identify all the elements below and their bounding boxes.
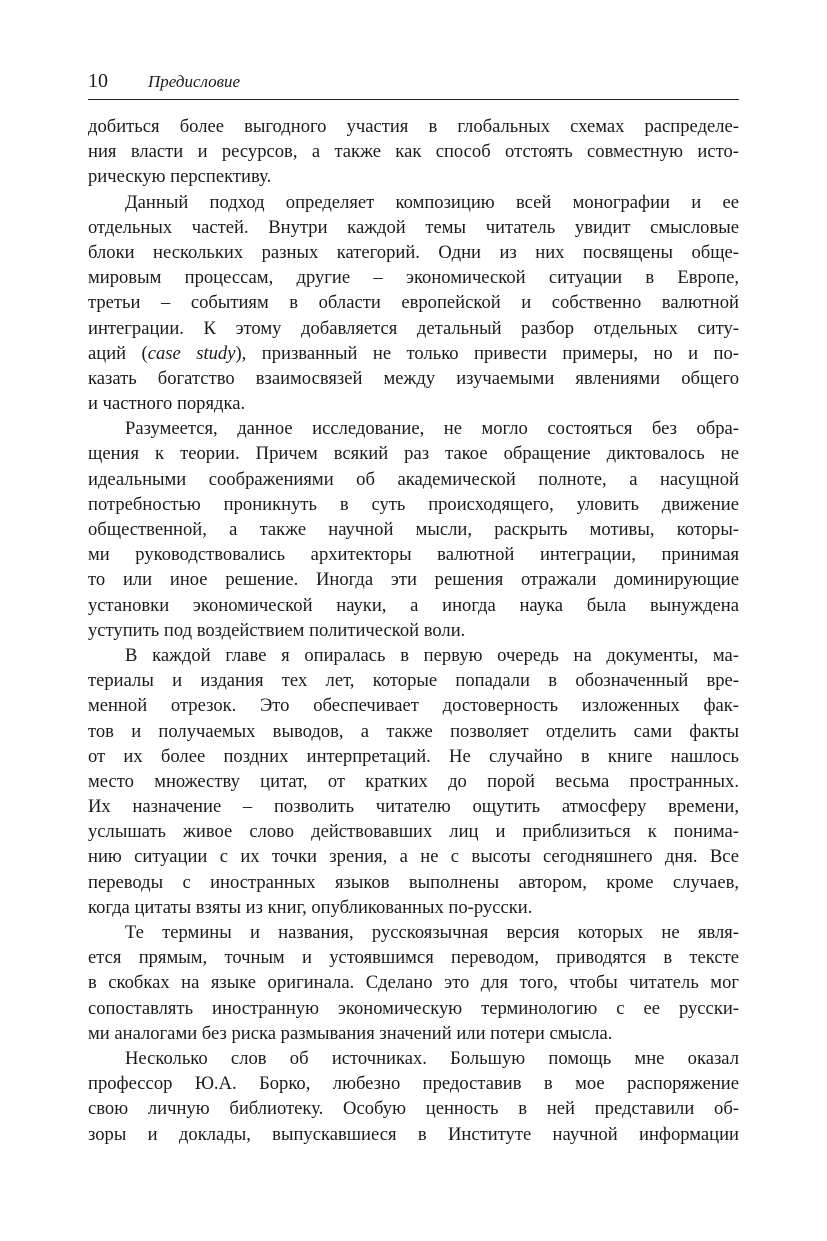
paragraph-6 — [88, 1046, 739, 1147]
text-line: место множеству цитат, от кратких до порой весьма пространных. — [88, 770, 739, 792]
text-line: Разумеется, данное исследование, не могло состояться без обра- — [125, 418, 739, 440]
text-line: ния власти и ресурсов, а также как способ отстоять совместную исто- — [88, 141, 739, 163]
text-line: общественной, а также научной мысли, раскрыть мотивы, которы- — [88, 519, 739, 540]
section-title: Предисловие — [148, 72, 241, 91]
text-line: сопоставлять иностранную экономическую терминологию с ее русски- — [88, 997, 739, 1019]
text-line: интеграции. К этому добавляется детальный разбор отдельных ситу- — [88, 317, 739, 339]
text-line: услышать живое слово действовавших лиц и приблизиться к понима- — [88, 821, 739, 843]
paragraph-5 — [88, 920, 739, 1046]
text-fragment: ), призванный не только привести примеры, но и по- — [235, 342, 739, 364]
text-line: ми аналогами без риска размывания значений или потери смысла. — [88, 1022, 613, 1044]
text-line: блоки нескольких разных категорий. Одни из них посвящены обще- — [88, 241, 739, 263]
text-line: ется прямым, точным и устоявшимся переводом, приводятся в тексте — [88, 947, 739, 969]
text-line: третьи – событиям в области европейской и собственно валютной — [88, 292, 739, 314]
text-line: Их назначение – позволить читателю ощутить атмосферу времени, — [88, 796, 739, 818]
text-line: от их более поздних интерпретаций. Не случайно в книге нашлось — [88, 745, 739, 767]
text-line: Данный подход определяет композицию всей монографии и ее — [125, 191, 739, 213]
text-line: профессор Ю.А. Борко, любезно предоставив в мое распоряжение — [88, 1073, 739, 1095]
text-line: отдельных частей. Внутри каждой темы читатель увидит смысловые — [88, 216, 739, 238]
text-line: В каждой главе я опиралась в первую очередь на документы, ма- — [125, 644, 739, 666]
paragraph-4 — [88, 643, 739, 920]
text-line: казать богатство взаимосвязей между изучаемыми явлениями общего — [88, 367, 739, 389]
text-line: идеальными соображениями об академической полноте, а насущной — [88, 468, 739, 490]
paragraph-2 — [88, 190, 739, 417]
text-line: Те термины и названия, русскоязычная версия которых не явля- — [125, 922, 739, 943]
text-line: рическую перспективу. — [88, 166, 272, 188]
text-line: переводы с иностранных языков выполнены автором, кроме случаев, — [88, 871, 739, 893]
text-line: добиться более выгодного участия в глобальных схемах распределе- — [88, 116, 739, 137]
italic-term: case study — [147, 342, 236, 364]
text-line: щения к теории. Причем всякий раз такое обращение диктовалось не — [88, 443, 739, 465]
text-line: в скобках на языке оригинала. Сделано это для того, чтобы читатель мог — [88, 972, 739, 994]
text-line: потребностью проникнуть в суть происходящего, уловить движение — [88, 493, 739, 515]
text-line: то или иное решение. Иногда эти решения отражали доминирующие — [88, 569, 739, 591]
text-fragment: аций ( — [88, 342, 148, 364]
text-line: Несколько слов об источниках. Большую помощь мне оказал — [125, 1047, 739, 1069]
text-line: мировым процессам, другие – экономической ситуации в Европе, — [88, 267, 739, 289]
running-header — [88, 66, 739, 100]
text-line: менной отрезок. Это обеспечивает достоверность изложенных фак- — [88, 695, 739, 717]
text-line: свою личную библиотеку. Особую ценность в ней представили об- — [88, 1098, 739, 1120]
text-line-with-italic — [88, 341, 739, 366]
text-line: установки экономической науки, а иногда наука была вынуждена — [88, 594, 739, 616]
text-line: тов и получаемых выводов, а также позволяет отделить сами факты — [88, 720, 739, 742]
paragraph-1 — [88, 114, 739, 190]
text-line: уступить под воздействием политической воли. — [88, 619, 466, 641]
text-line: нию ситуации с их точки зрения, а не с высоты сегодняшнего дня. Все — [88, 846, 739, 868]
page-number: 10 — [88, 70, 108, 92]
text-line: когда цитаты взяты из книг, опубликованных по-русски. — [88, 896, 533, 918]
text-line: ми руководствовались архитекторы валютной интеграции, принимая — [88, 544, 739, 566]
paragraph-3 — [88, 416, 739, 643]
text-line: териалы и издания тех лет, которые попадали в обозначенный вре- — [88, 670, 739, 692]
text-line: и частного порядка. — [88, 393, 246, 415]
text-line: зоры и доклады, выпускавшиеся в Институте научной информации — [88, 1123, 739, 1145]
body-text — [88, 114, 739, 1147]
